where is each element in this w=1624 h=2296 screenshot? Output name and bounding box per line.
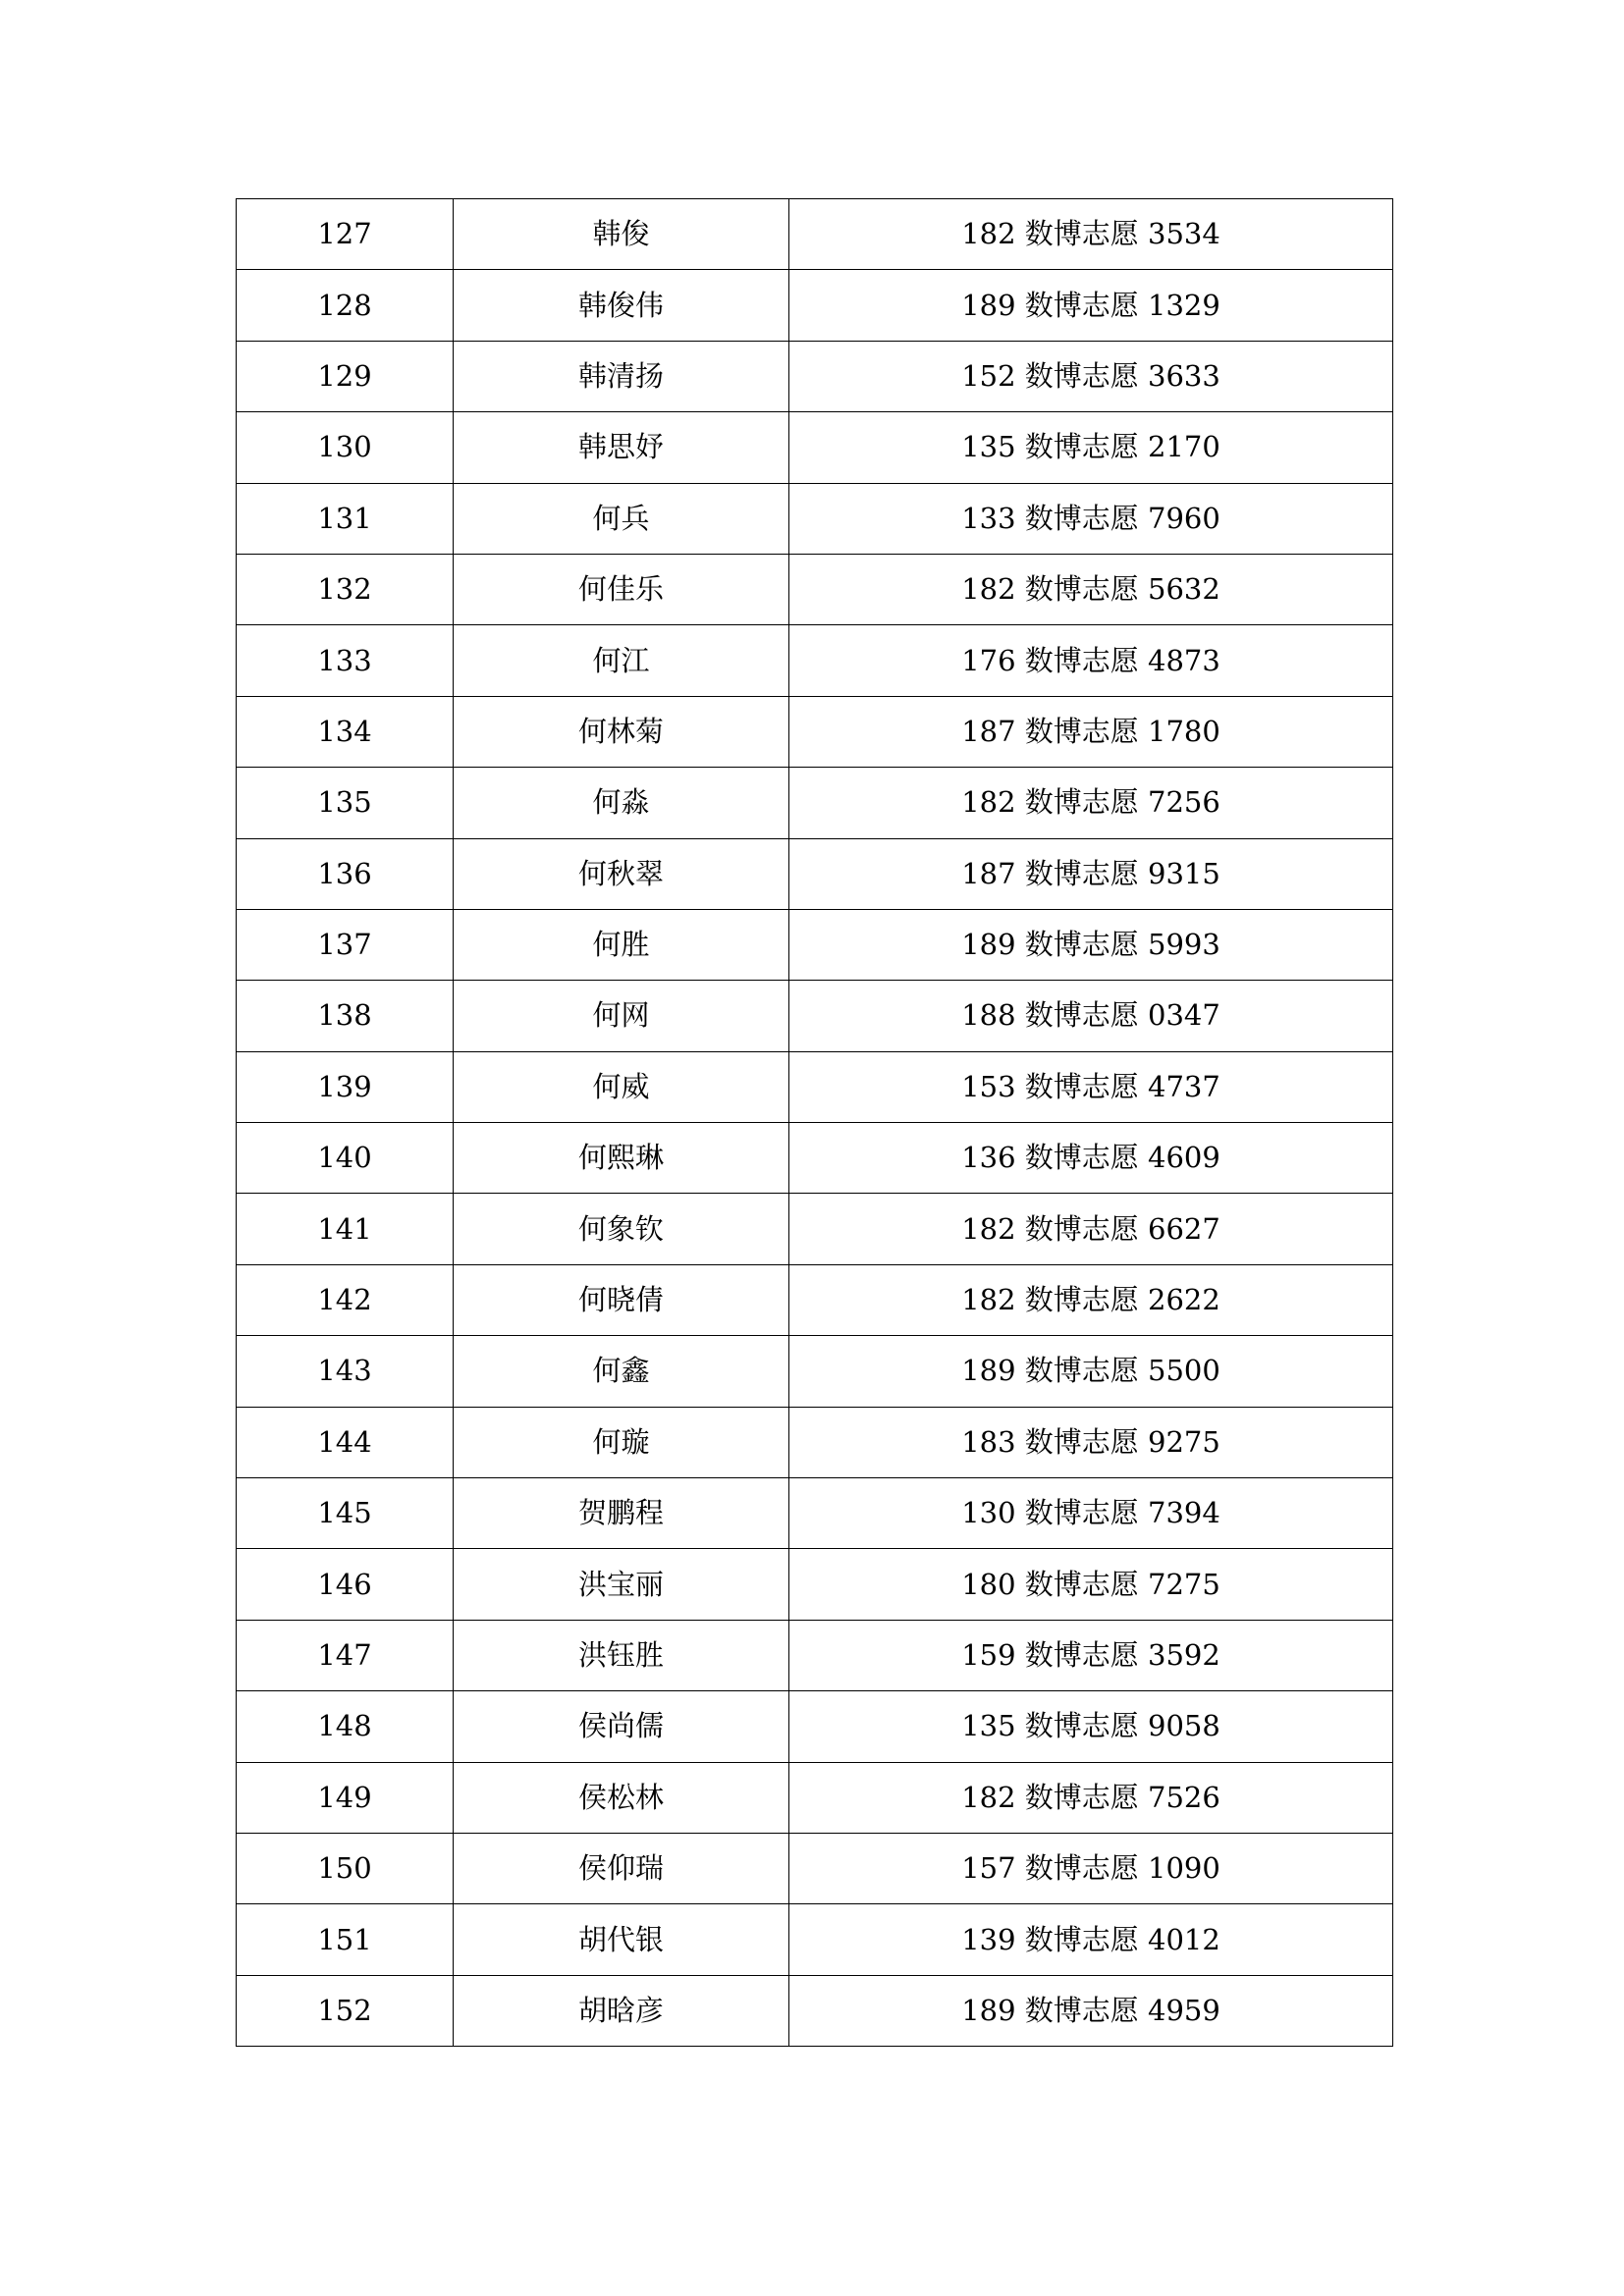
- table-row: [237, 981, 1393, 1051]
- contact-cell: 133 数博志愿 7960: [789, 483, 1393, 554]
- name-cell: 何熙琳: [454, 1123, 789, 1194]
- name-cell: 韩思妤: [454, 412, 789, 483]
- volunteer-table: [236, 198, 1393, 2047]
- row-number-cell: 151: [237, 1904, 454, 1975]
- name-cell: 何鑫: [454, 1336, 789, 1407]
- name-cell: 何璇: [454, 1407, 789, 1477]
- row-number-cell: 145: [237, 1478, 454, 1549]
- volunteer-table-body: [237, 199, 1393, 2047]
- contact-cell: 187 数博志愿 9315: [789, 838, 1393, 909]
- name-cell: 何威: [454, 1051, 789, 1122]
- table-row: [237, 768, 1393, 838]
- row-number-cell: 148: [237, 1691, 454, 1762]
- contact-cell: 189 数博志愿 1329: [789, 270, 1393, 341]
- name-cell: 韩清扬: [454, 341, 789, 411]
- name-cell: 洪钰胜: [454, 1620, 789, 1690]
- contact-cell: 188 数博志愿 0347: [789, 981, 1393, 1051]
- table-row: [237, 838, 1393, 909]
- name-cell: 胡晗彦: [454, 1975, 789, 2046]
- table-row: [237, 1549, 1393, 1620]
- row-number-cell: 143: [237, 1336, 454, 1407]
- row-number-cell: 130: [237, 412, 454, 483]
- table-row: [237, 341, 1393, 411]
- contact-cell: 135 数博志愿 2170: [789, 412, 1393, 483]
- contact-cell: 135 数博志愿 9058: [789, 1691, 1393, 1762]
- row-number-cell: 139: [237, 1051, 454, 1122]
- contact-cell: 180 数博志愿 7275: [789, 1549, 1393, 1620]
- table-row: [237, 1407, 1393, 1477]
- row-number-cell: 132: [237, 554, 454, 624]
- row-number-cell: 138: [237, 981, 454, 1051]
- row-number-cell: 147: [237, 1620, 454, 1690]
- table-row: [237, 1904, 1393, 1975]
- table-row: [237, 1833, 1393, 1903]
- contact-cell: 157 数博志愿 1090: [789, 1833, 1393, 1903]
- table-row: [237, 483, 1393, 554]
- row-number-cell: 127: [237, 199, 454, 270]
- row-number-cell: 128: [237, 270, 454, 341]
- name-cell: 何江: [454, 625, 789, 696]
- name-cell: 侯仰瑞: [454, 1833, 789, 1903]
- table-row: [237, 909, 1393, 980]
- contact-cell: 176 数博志愿 4873: [789, 625, 1393, 696]
- row-number-cell: 142: [237, 1264, 454, 1335]
- row-number-cell: 144: [237, 1407, 454, 1477]
- contact-cell: 187 数博志愿 1780: [789, 696, 1393, 767]
- table-row: [237, 625, 1393, 696]
- contact-cell: 139 数博志愿 4012: [789, 1904, 1393, 1975]
- table-row: [237, 1264, 1393, 1335]
- contact-cell: 189 数博志愿 5500: [789, 1336, 1393, 1407]
- table-row: [237, 1691, 1393, 1762]
- contact-cell: 152 数博志愿 3633: [789, 341, 1393, 411]
- table-row: [237, 199, 1393, 270]
- table-row: [237, 412, 1393, 483]
- name-cell: 何网: [454, 981, 789, 1051]
- name-cell: 韩俊伟: [454, 270, 789, 341]
- row-number-cell: 140: [237, 1123, 454, 1194]
- name-cell: 胡代银: [454, 1904, 789, 1975]
- contact-cell: 183 数博志愿 9275: [789, 1407, 1393, 1477]
- row-number-cell: 146: [237, 1549, 454, 1620]
- contact-cell: 189 数博志愿 4959: [789, 1975, 1393, 2046]
- table-row: [237, 1123, 1393, 1194]
- name-cell: 何晓倩: [454, 1264, 789, 1335]
- table-row: [237, 1336, 1393, 1407]
- contact-cell: 136 数博志愿 4609: [789, 1123, 1393, 1194]
- contact-cell: 153 数博志愿 4737: [789, 1051, 1393, 1122]
- name-cell: 侯松林: [454, 1762, 789, 1833]
- row-number-cell: 149: [237, 1762, 454, 1833]
- table-row: [237, 1620, 1393, 1690]
- name-cell: 何兵: [454, 483, 789, 554]
- name-cell: 贺鹏程: [454, 1478, 789, 1549]
- name-cell: 洪宝丽: [454, 1549, 789, 1620]
- row-number-cell: 152: [237, 1975, 454, 2046]
- name-cell: 韩俊: [454, 199, 789, 270]
- name-cell: 何胜: [454, 909, 789, 980]
- contact-cell: 182 数博志愿 7256: [789, 768, 1393, 838]
- contact-cell: 159 数博志愿 3592: [789, 1620, 1393, 1690]
- row-number-cell: 135: [237, 768, 454, 838]
- contact-cell: 182 数博志愿 6627: [789, 1194, 1393, 1264]
- table-row: [237, 696, 1393, 767]
- row-number-cell: 131: [237, 483, 454, 554]
- contact-cell: 182 数博志愿 2622: [789, 1264, 1393, 1335]
- name-cell: 何佳乐: [454, 554, 789, 624]
- table-row: [237, 1975, 1393, 2046]
- row-number-cell: 129: [237, 341, 454, 411]
- name-cell: 何秋翠: [454, 838, 789, 909]
- row-number-cell: 136: [237, 838, 454, 909]
- row-number-cell: 133: [237, 625, 454, 696]
- contact-cell: 182 数博志愿 3534: [789, 199, 1393, 270]
- contact-cell: 182 数博志愿 5632: [789, 554, 1393, 624]
- row-number-cell: 137: [237, 909, 454, 980]
- row-number-cell: 150: [237, 1833, 454, 1903]
- table-row: [237, 1051, 1393, 1122]
- row-number-cell: 134: [237, 696, 454, 767]
- name-cell: 何淼: [454, 768, 789, 838]
- name-cell: 何林菊: [454, 696, 789, 767]
- contact-cell: 189 数博志愿 5993: [789, 909, 1393, 980]
- contact-cell: 182 数博志愿 7526: [789, 1762, 1393, 1833]
- name-cell: 侯尚儒: [454, 1691, 789, 1762]
- table-row: [237, 554, 1393, 624]
- table-row: [237, 1194, 1393, 1264]
- row-number-cell: 141: [237, 1194, 454, 1264]
- table-row: [237, 270, 1393, 341]
- contact-cell: 130 数博志愿 7394: [789, 1478, 1393, 1549]
- name-cell: 何象钦: [454, 1194, 789, 1264]
- table-row: [237, 1478, 1393, 1549]
- table-row: [237, 1762, 1393, 1833]
